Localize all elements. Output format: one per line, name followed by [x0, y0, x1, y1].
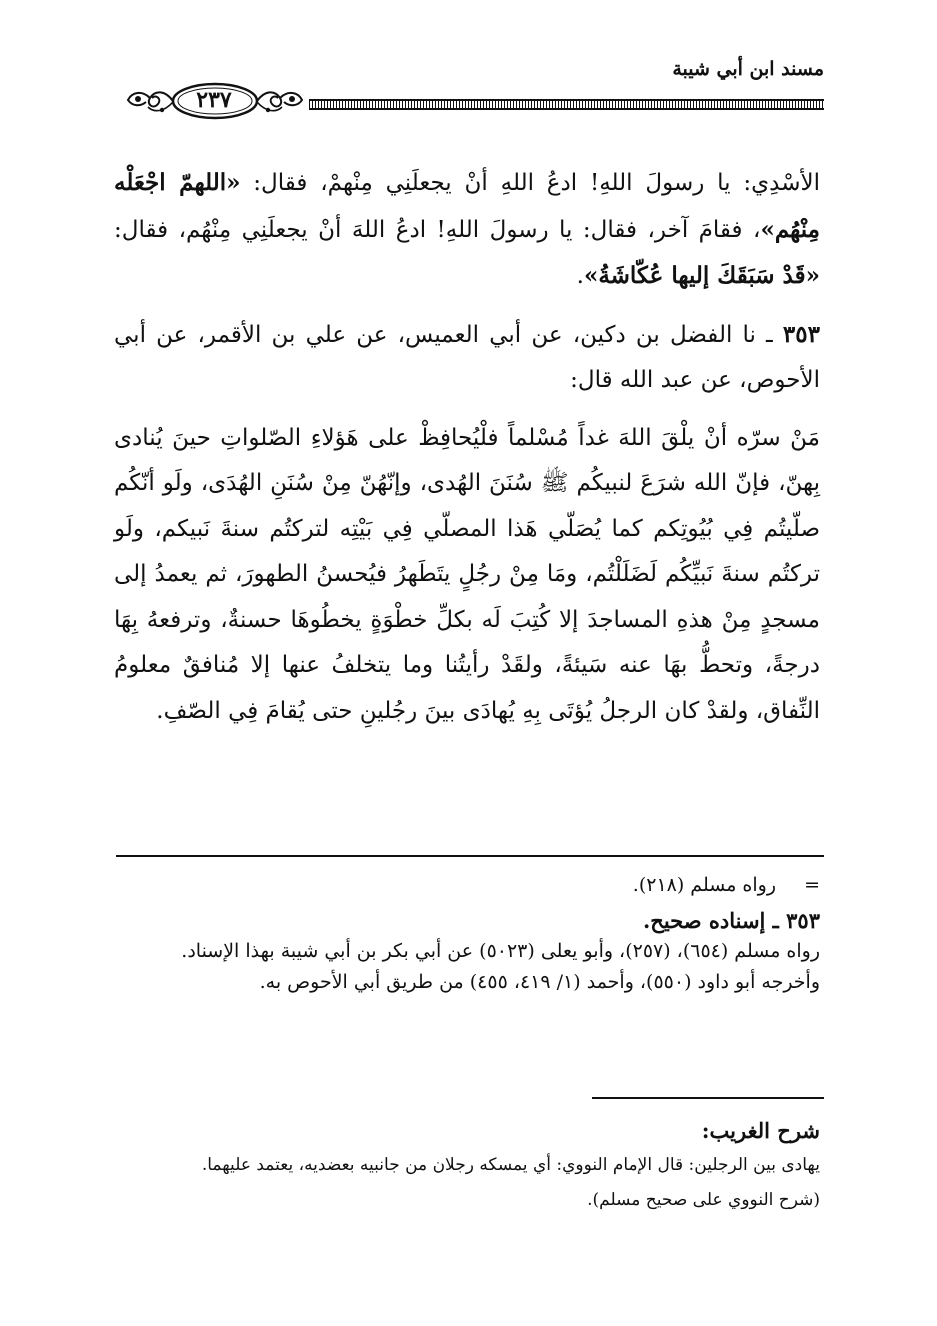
footnote-line-3: وأخرجه أبو داود (٥٥٠)، وأحمد (١/ ٤١٩، ٤٥٥) من طريق أبي الأحوص به.: [259, 971, 820, 993]
paragraph-3: مَنْ سرّه أنْ يلْقَ اللهَ غداً مُسْلماً فلْيُحافِظْ على هَؤلاءِ الصّلواتِ حينَ يُنادى بِهنّ، فإنّ الله شرَعَ لنبيكُم ﷺ سُنَنَ الهُدى، وإنّهُنّ مِنْ سُنَنِ الهُدَى، ولَو أنّكُم صلّيتُم فِي بُيُوتِكم كما يُصَلّي هَذا المصلّي فِي بَيْتِه لتركتُم سنةَ نَبيكم، ولَو تركتُم سنةَ نَبيِّكُم لَضَلَلْتُم، ومَا مِنْ رجُلٍ يتَطَهرُ فيُحسنُ الطهورَ، ثم يعمدُ إلى مسجدٍ مِنْ هذهِ المساجدَ إلا كُتِبَ لَه بكلِّ خطْوَةٍ يخطُوهَا حسنةٌ، وترفعهُ بِهَا درجةً، وتحطُّ بهَا عنه سَيئةً، ولقَدْ رأيتُنا وما يتخلفُ عنها إلا مُنافقٌ معلومُ النِّفاق، ولقدْ كان الرجلُ يُؤتَى بِهِ يُهادَى بينَ رجُلينِ حتى يُقامَ فِي الصّفِ.: [114, 424, 820, 724]
p1-end: .: [576, 263, 584, 289]
paragraph-1: [114, 160, 820, 300]
footnote-text-1: رواه مسلم (٢١٨).: [632, 874, 776, 896]
p1-quote-a: «اللهمّ اجْعَلْه مِنْهُم»: [114, 169, 820, 243]
p1-part-b: ، فقامَ آخر، فقال: يا رسولَ اللهِ! ادعُ اللهَ أنْ يجعلَنِي مِنْهُم، فقال:: [114, 216, 761, 243]
p1-quote-b: «قَدْ سَبَقَكَ إليها عُكّاشَةُ»: [583, 262, 820, 289]
gharib-section: [116, 1113, 820, 1218]
p1-part-a: الأسْدِي: يا رسولَ اللهِ! ادعُ اللهِ أنْ يجعلَنِي مِنْهمْ، فقال:: [240, 170, 821, 196]
paragraph-2: [114, 312, 820, 404]
hadith-dash: ـ: [755, 321, 783, 348]
book-title: مسند ابن أبي شيبة: [672, 58, 824, 80]
footnotes: [116, 870, 820, 998]
page-number: ٢٣٧: [196, 87, 232, 113]
footnote-line-1: [116, 870, 820, 901]
gharib-line-2: (شرح النووي على صحيح مسلم).: [587, 1190, 820, 1210]
gharib-separator: [592, 1097, 824, 1099]
continuation-mark: =: [804, 874, 820, 896]
footnote-separator: [116, 855, 824, 857]
gharib-title: شرح الغريب:: [701, 1118, 820, 1143]
header-rule: [309, 99, 824, 110]
footnote-heading: ٣٥٣ ـ إسناده صحيح.: [642, 908, 820, 933]
isnad-text: نا الفضل بن دكين، عن أبي العميس، عن علي بن الأقمر، عن أبي الأحوص، عن عبد الله قال:: [114, 321, 820, 393]
gharib-line-1: يهادى بين الرجلين: قال الإمام النووي: أي يمسكه رجلان من جانبيه بعضديه، يعتمد عليهما.: [201, 1155, 820, 1175]
hadith-number: ٣٥٣: [782, 320, 820, 348]
main-text: [114, 160, 820, 734]
footnote-line-2: رواه مسلم (٦٥٤)، (٢٥٧)، وأبو يعلى (٥٠٢٣) عن أبي بكر بن أبي شيبة بهذا الإسناد.: [181, 940, 820, 962]
